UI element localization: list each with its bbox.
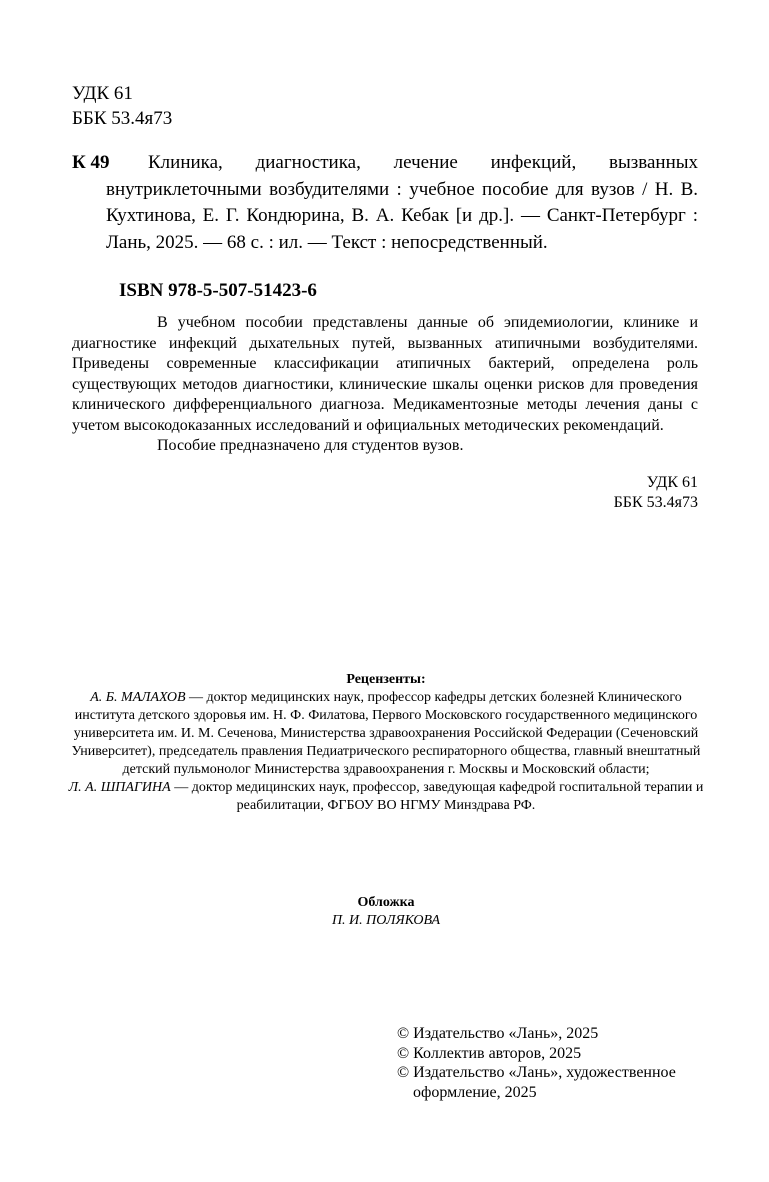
right-classification bbox=[614, 473, 698, 513]
cover-credit bbox=[66, 894, 706, 930]
udk-code-top: УДК 61 bbox=[72, 83, 133, 104]
bbk-code-top: ББК 53.4я73 bbox=[72, 108, 173, 129]
reviewer-1-description: — доктор медицинских наук, профессор кафедры детских болезней Клинического института детского здоровья им. Н. Ф. Филатова, Первого Московского государственного медицинского университета им. И. М. Сеченова, Министерства здравоохранения Российской Федерации (Сеченовский Университет), председатель правления Педиатрического респираторного общества, главный внештатный детский пульмонолог Министерства здравоохранения г. Москвы и Московский области; bbox=[71, 690, 701, 777]
isbn: ISBN 978-5-507-51423-6 bbox=[119, 280, 317, 301]
reviewer-1 bbox=[66, 689, 706, 779]
annotation-paragraph: В учебном пособии представлены данные об эпидемиологии, клинике и диагностике инфекций дыхательных путей, вызванных атипичными возбудителями. Приведены современные классификации атипичных бактерий, определена роль существующих методов диагностики, клинические шкалы оценки рисков для проведения клинического дифференциального диагноза. Медикаментозные методы лечения даны с учетом высокодоказанных исследований и официальных методических рекомендаций. bbox=[72, 314, 698, 434]
udk-code-right: УДК 61 bbox=[646, 474, 698, 491]
top-classification bbox=[72, 81, 172, 131]
reviewer-2 bbox=[66, 779, 706, 815]
copyright-block bbox=[397, 1024, 717, 1102]
bbk-code-right: ББК 53.4я73 bbox=[613, 494, 698, 511]
copyright-line-design-cont: оформление, 2025 bbox=[413, 1083, 537, 1101]
reviewer-2-description: — доктор медицинских наук, профессор, заведующая кафедрой госпитальной терапии и реабилитации, ФГБОУ ВО НГМУ Минздрава РФ. bbox=[170, 780, 704, 813]
reviewers-block bbox=[66, 671, 706, 815]
reviewer-1-name: А. Б. МАЛАХОВ bbox=[90, 690, 186, 705]
bibliographic-entry: Клиника, диагностика, лечение инфекций, вызванных внутриклеточными возбудителями : учебное пособие для вузов / Н. В. Кухтинова, Е. Г. Кондюрина, В. А. Кебак [и др.]. — Санкт-Петербург : Лань, 2025. — 68 с. : ил. — Текст : непосредственный. bbox=[106, 152, 698, 253]
reviewers-title: Рецензенты: bbox=[346, 672, 426, 687]
copyright-line-authors: © Коллектив авторов, 2025 bbox=[397, 1044, 582, 1062]
catalog-code: К 49 bbox=[72, 152, 110, 173]
annotation bbox=[72, 313, 698, 457]
reviewer-2-name: Л. А. ШПАГИНА bbox=[68, 780, 171, 795]
copyright-line-design: © Издательство «Лань», художественное bbox=[397, 1064, 676, 1081]
annotation-audience: Пособие предназначено для студентов вузов. bbox=[157, 437, 464, 454]
cover-title: Обложка bbox=[357, 895, 415, 910]
cover-designer: П. И. ПОЛЯКОВА bbox=[331, 913, 441, 928]
copyright-line-publisher: © Издательство «Лань», 2025 bbox=[397, 1025, 599, 1042]
